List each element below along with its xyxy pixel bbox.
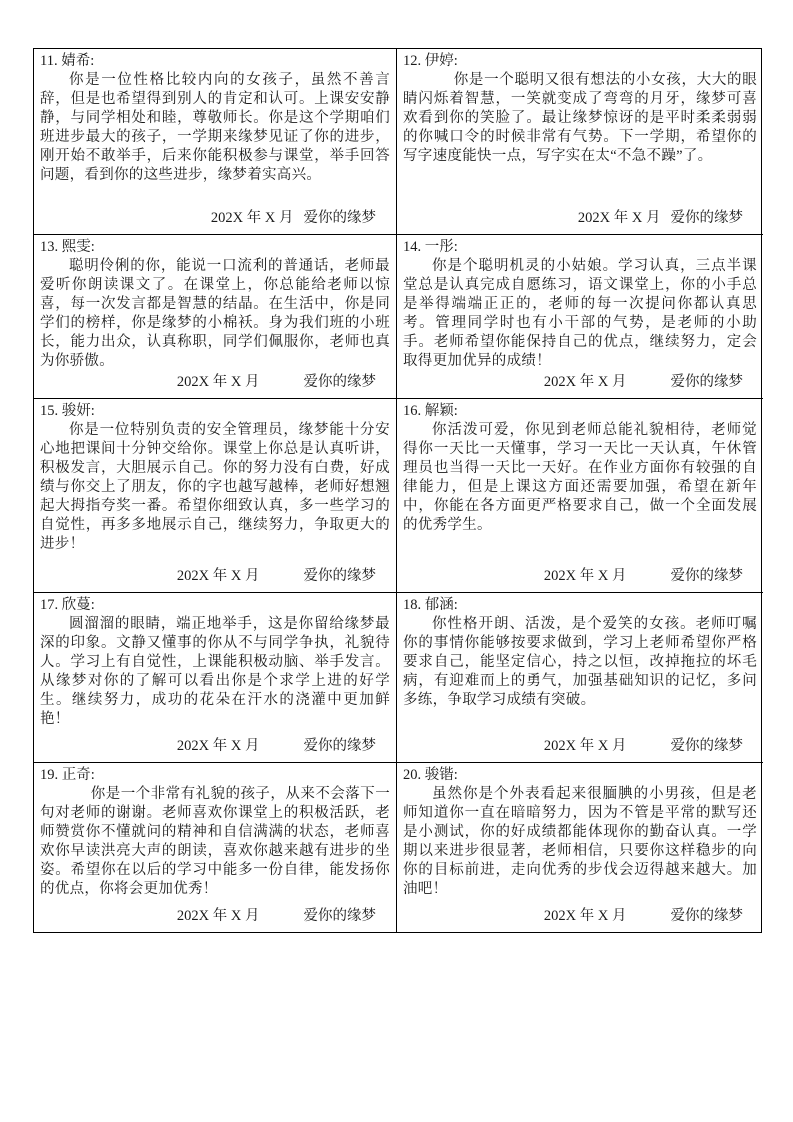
signature-author: 爱你的缘梦 xyxy=(670,908,743,924)
signature-date: 202X 年 X 月 xyxy=(543,374,627,390)
student-number-name: 13. 熙雯: xyxy=(40,239,95,255)
student-number-name: 20. 骏锴: xyxy=(403,767,458,783)
student-number-name: 18. 郁涵: xyxy=(403,597,458,613)
signature-date: 202X 年 X 月 xyxy=(176,738,260,754)
signature-line xyxy=(40,209,390,228)
signature-date: 202X 年 X 月 xyxy=(176,908,260,924)
comment-cell xyxy=(34,593,397,763)
signature-author: 爱你的缘梦 xyxy=(670,738,743,754)
signature-date: 202X 年 X 月 xyxy=(176,568,260,584)
student-number-name: 12. 伊婷: xyxy=(403,53,458,69)
signature-line xyxy=(40,373,390,392)
student-number-name: 16. 解颖: xyxy=(403,403,458,419)
signature-author: 爱你的缘梦 xyxy=(670,568,743,584)
comment-text: 你活泼可爱，你见到老师总能礼貌相待，老师觉得你一天比一天懂事，学习一天比一天认真，午休管理员也当得一天比一天好。在作业方面你有较强的自律能力，但是上课这方面还需要加强，希望在新年中，你能在各方面更严格要求自己，做一个全面发展的优秀学生。 xyxy=(403,422,757,533)
comment-text: 虽然你是个外表看起来很腼腆的小男孩，但是老师知道你一直在暗暗努力，因为不管是平常的默写还是小测试，你的好成绩都能体现你的勤奋认真。一学期以来进步很显著，老师相信，只要你这样稳步的向你的目标前进，走向优秀的步伐会迈得越来越大。加油吧！ xyxy=(403,786,757,897)
comment-cell xyxy=(397,593,763,763)
signature-line xyxy=(403,209,757,228)
comment-cell xyxy=(34,49,397,235)
signature-author: 爱你的缘梦 xyxy=(303,374,376,390)
signature-author: 爱你的缘梦 xyxy=(303,210,376,226)
comment-text: 你是一位特别负责的安全管理员，缘梦能十分安心地把课间十分钟交给你。课堂上你总是认真听讲，积极发言，大胆展示自己。你的努力没有白费，好成绩与你交上了朋友，你的字也越写越棒，老师好想翘起大拇指夸奖一番。希望你细致认真，多一些学习的自觉性，再多多地展示自己，继续努力，争取更大的进步！ xyxy=(40,422,390,552)
student-number-name: 15. 骏妍: xyxy=(40,403,95,419)
signature-date: 202X 年 X 月 xyxy=(176,374,260,390)
comment-text: 你是一个聪明又很有想法的小女孩，大大的眼睛闪烁着智慧，一笑就变成了弯弯的月牙，缘梦可喜欢看到你的笑脸了。最让缘梦惊讶的是平时柔柔弱弱的你喊口令的时候非常有气势。下一学期，希望你的写字速度能快一点，写字实在太“不急不躁”了。 xyxy=(403,72,757,164)
comment-text: 聪明伶俐的你，能说一口流利的普通话，老师最爱听你朗读课文了。在课堂上，你总能给老师以惊喜，每一次发言都是智慧的结晶。在生活中，你是同学们的榜样，你是缘梦的小棉袄。身为我们班的小班长，能力出众，认真称职，同学们佩服你，老师也真为你骄傲。 xyxy=(40,258,390,369)
signature-author: 爱你的缘梦 xyxy=(303,908,376,924)
comment-cell xyxy=(397,49,763,235)
comment-cell xyxy=(34,763,397,932)
signature-line xyxy=(403,567,757,586)
signature-line xyxy=(40,907,390,926)
comments-table xyxy=(33,48,762,933)
signature-author: 爱你的缘梦 xyxy=(303,568,376,584)
comment-cell xyxy=(397,235,763,399)
signature-date: 202X 年 X 月 xyxy=(577,210,661,226)
comment-text: 你性格开朗、活泼，是个爱笑的女孩。老师叮嘱你的事情你能够按要求做到，学习上老师希望你严格要求自己，能坚定信心，持之以恒，改掉拖拉的坏毛病，有迎难而上的勇气，加强基础知识的记忆，多问多练，争取学习成绩有突破。 xyxy=(403,616,757,708)
signature-author: 爱你的缘梦 xyxy=(670,374,743,390)
signature-line xyxy=(403,907,757,926)
signature-line xyxy=(40,737,390,756)
comment-cell xyxy=(397,399,763,593)
signature-author: 爱你的缘梦 xyxy=(303,738,376,754)
comment-text: 你是个聪明机灵的小姑娘。学习认真，三点半课堂总是认真完成自愿练习，语文课堂上，你的小手总是举得端端正正的，老师的每一次提问你都认真思考。管理同学时也有小干部的气势，是老师的小助手。老师希望你能保持自己的优点，继续努力，定会取得更加优异的成绩！ xyxy=(403,258,757,369)
comment-text: 你是一个非常有礼貌的孩子，从来不会落下一句对老师的谢谢。老师喜欢你课堂上的积极活跃，老师赞赏你不懂就问的精神和自信满满的状态，老师喜欢你早读洪亮大声的朗读，喜欢你越来越有进步的坐姿。希望你在以后的学习中能多一份自律，能发扬你的优点，你将会更加优秀！ xyxy=(40,786,390,897)
comment-cell xyxy=(34,399,397,593)
comment-cell xyxy=(34,235,397,399)
student-number-name: 14. 一彤: xyxy=(403,239,458,255)
signature-date: 202X 年 X 月 xyxy=(543,738,627,754)
signature-line xyxy=(40,567,390,586)
comment-text: 圆溜溜的眼睛，端正地举手，这是你留给缘梦最深的印象。文静又懂事的你从不与同学争执，礼貌待人。学习上有自觉性，上课能积极动脑、举手发言。从缘梦对你的了解可以看出你是个求学上进的好学生。继续努力，成功的花朵在汗水的浇灌中更加鲜艳！ xyxy=(40,616,390,727)
signature-date: 202X 年 X 月 xyxy=(543,908,627,924)
signature-line xyxy=(403,373,757,392)
signature-line xyxy=(403,737,757,756)
student-number-name: 17. 欣蔓: xyxy=(40,597,95,613)
comment-text: 你是一位性格比较内向的女孩子，虽然不善言辞，但是也希望得到别人的肯定和认可。上课安安静静，与同学相处和睦，尊敬师长。你是这个学期咱们班进步最大的孩子，一学期来缘梦见证了你的进步，刚开始不敢举手，后来你能积极参与课堂，举手回答问题，看到你的这些进步，缘梦着实高兴。 xyxy=(40,72,390,183)
signature-date: 202X 年 X 月 xyxy=(210,210,294,226)
signature-date: 202X 年 X 月 xyxy=(543,568,627,584)
comment-cell xyxy=(397,763,763,932)
signature-author: 爱你的缘梦 xyxy=(670,210,743,226)
student-number-name: 11. 婧希: xyxy=(40,53,95,69)
student-number-name: 19. 正奇: xyxy=(40,767,95,783)
